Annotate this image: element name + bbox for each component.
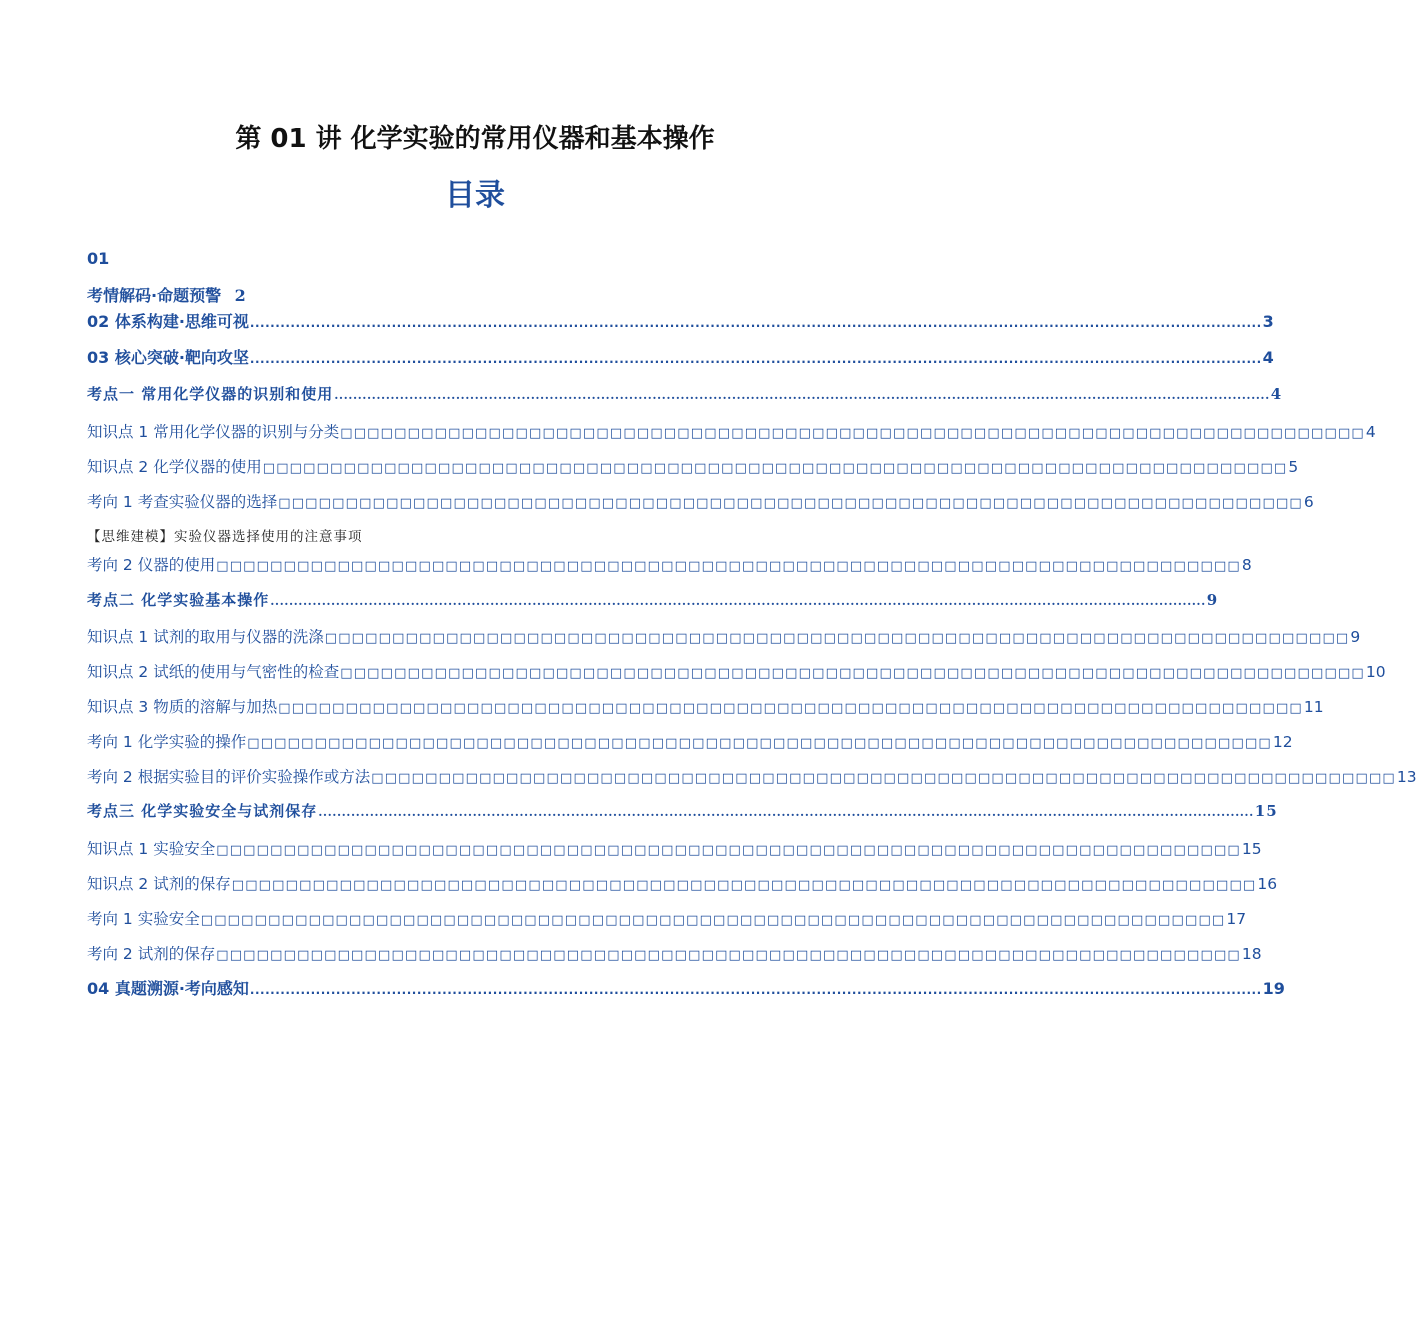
toc-leader: □□□□□□□□□□□□□□□□□□□□□□□□□□□□□□□□□□□□□□□□□□□□□□□□□□□□□□□□□□□□□□□□□□□□□□□□□□□□ <box>324 631 1350 646</box>
toc-section-number[interactable]: 01 <box>87 249 110 268</box>
toc-entry-page: 15 <box>1241 840 1262 858</box>
toc-entry-label: 知识点 2 试纸的使用与气密性的检查 <box>87 663 340 681</box>
toc-entry-label: 考向 1 化学实验的操作 <box>87 733 247 751</box>
toc-entry-page: 13 <box>1396 768 1417 786</box>
toc-entry-label: 考情解码·命题预警 <box>87 286 222 305</box>
toc-entry-page: 4 <box>1262 348 1274 367</box>
toc-entry-page: 3 <box>1262 312 1274 331</box>
toc-leader: ........................................................................................................................................................................................................ <box>249 352 1262 366</box>
toc-entry-label: 考点三 化学实验安全与试剂保存 <box>87 802 318 820</box>
toc-entry-label: 考向 2 仪器的使用 <box>87 556 216 574</box>
toc-entry-page: 10 <box>1365 663 1386 681</box>
toc-entry-label: 考向 2 试剂的保存 <box>87 945 216 963</box>
toc-entry-page: 16 <box>1257 875 1278 893</box>
toc-entry[interactable] <box>87 837 1262 859</box>
toc-entry-label: 考向 1 实验安全 <box>87 910 200 928</box>
toc-entry[interactable] <box>87 589 1219 610</box>
toc-leader: ........................................................................................................................................................................................................ <box>270 594 1206 608</box>
toc-entry[interactable] <box>87 553 1252 575</box>
document-title: 第 01 讲 化学实验的常用仪器和基本操作 <box>235 124 715 154</box>
toc-entry[interactable] <box>87 455 1299 477</box>
toc-entry[interactable] <box>87 765 1417 787</box>
toc-leader: ........................................................................................................................................................................................................ <box>318 805 1254 819</box>
toc-entry-page: 6 <box>1303 493 1314 511</box>
toc-entry-page: 17 <box>1226 910 1247 928</box>
toc-section-01[interactable] <box>87 283 246 306</box>
toc-heading: 目录 <box>445 178 505 213</box>
toc-entry-page: 15 <box>1254 802 1278 820</box>
toc-entry[interactable] <box>87 976 1285 999</box>
toc-entry-page: 9 <box>1206 591 1219 609</box>
toc-entry-page: 4 <box>1365 423 1376 441</box>
toc-entry-page: 8 <box>1241 556 1252 574</box>
toc-entry-page: 18 <box>1241 945 1262 963</box>
toc-entry[interactable] <box>87 907 1247 929</box>
toc-entry-label: 02 体系构建·思维可视 <box>87 312 249 331</box>
toc-entry-label: 知识点 2 试剂的保存 <box>87 875 231 893</box>
toc-leader: □□□□□□□□□□□□□□□□□□□□□□□□□□□□□□□□□□□□□□□□□□□□□□□□□□□□□□□□□□□□□□□□□□□□□□□□□□□□ <box>371 771 1396 786</box>
toc-leader: □□□□□□□□□□□□□□□□□□□□□□□□□□□□□□□□□□□□□□□□□□□□□□□□□□□□□□□□□□□□□□□□□□□□□□□□□□□□ <box>278 701 1303 716</box>
toc-entry[interactable] <box>87 490 1314 512</box>
toc-entry-label: 知识点 1 试剂的取用与仪器的洗涤 <box>87 628 324 646</box>
toc-entry[interactable] <box>87 800 1278 821</box>
toc-leader: □□□□□□□□□□□□□□□□□□□□□□□□□□□□□□□□□□□□□□□□□□□□□□□□□□□□□□□□□□□□□□□□□□□□□□□□□□□□ <box>216 559 1241 574</box>
toc-leader: □□□□□□□□□□□□□□□□□□□□□□□□□□□□□□□□□□□□□□□□□□□□□□□□□□□□□□□□□□□□□□□□□□□□□□□□□□□□ <box>247 736 1272 751</box>
toc-leader: ........................................................................................................................................................................................................ <box>334 388 1270 402</box>
toc-leader: □□□□□□□□□□□□□□□□□□□□□□□□□□□□□□□□□□□□□□□□□□□□□□□□□□□□□□□□□□□□□□□□□□□□□□□□□□□□ <box>216 843 1241 858</box>
toc-entry-label: 知识点 1 常用化学仪器的识别与分类 <box>87 423 340 441</box>
toc-entry[interactable] <box>87 383 1283 404</box>
toc-entry-label: 04 真题溯源·考向感知 <box>87 979 249 998</box>
toc-entry[interactable] <box>87 309 1274 332</box>
toc-entry-page: 12 <box>1272 733 1293 751</box>
toc-entry[interactable] <box>87 695 1324 717</box>
toc-leader: ........................................................................................................................................................................................................ <box>249 983 1262 997</box>
toc-entry-page: 5 <box>1288 458 1299 476</box>
toc-entry[interactable] <box>87 420 1376 442</box>
toc-entry[interactable] <box>87 625 1361 647</box>
toc-entry[interactable] <box>87 345 1274 368</box>
toc-entry-label: 知识点 2 化学仪器的使用 <box>87 458 262 476</box>
toc-leader: □□□□□□□□□□□□□□□□□□□□□□□□□□□□□□□□□□□□□□□□□□□□□□□□□□□□□□□□□□□□□□□□□□□□□□□□□□□□ <box>231 878 1257 893</box>
toc-leader: □□□□□□□□□□□□□□□□□□□□□□□□□□□□□□□□□□□□□□□□□□□□□□□□□□□□□□□□□□□□□□□□□□□□□□□□□□□□ <box>200 913 1226 928</box>
toc-entry-label: 考点一 常用化学仪器的识别和使用 <box>87 385 334 403</box>
toc-entry[interactable] <box>87 660 1386 682</box>
toc-leader: □□□□□□□□□□□□□□□□□□□□□□□□□□□□□□□□□□□□□□□□□□□□□□□□□□□□□□□□□□□□□□□□□□□□□□□□□□□□ <box>340 666 1365 681</box>
toc-note-thinking-model[interactable]: 【思维建模】实验仪器选择使用的注意事项 <box>87 529 363 545</box>
toc-entry-page: 9 <box>1350 628 1361 646</box>
toc-leader: □□□□□□□□□□□□□□□□□□□□□□□□□□□□□□□□□□□□□□□□□□□□□□□□□□□□□□□□□□□□□□□□□□□□□□□□□□□□ <box>262 461 1288 476</box>
toc-entry-label: 考点二 化学实验基本操作 <box>87 591 270 609</box>
toc-entry-page: 4 <box>1270 385 1283 403</box>
toc-entry-label: 知识点 3 物质的溶解与加热 <box>87 698 278 716</box>
toc-entry-label: 知识点 1 实验安全 <box>87 840 216 858</box>
toc-entry-label: 03 核心突破·靶向攻坚 <box>87 348 249 367</box>
toc-entry-label: 考向 2 根据实验目的评价实验操作或方法 <box>87 768 371 786</box>
toc-entry-page: 2 <box>234 286 246 305</box>
toc-entry-page: 19 <box>1262 979 1285 998</box>
toc-entry[interactable] <box>87 730 1293 752</box>
toc-entry[interactable] <box>87 872 1278 894</box>
toc-leader: □□□□□□□□□□□□□□□□□□□□□□□□□□□□□□□□□□□□□□□□□□□□□□□□□□□□□□□□□□□□□□□□□□□□□□□□□□□□ <box>340 426 1365 441</box>
toc-entry-page: 11 <box>1303 698 1324 716</box>
toc-entry[interactable] <box>87 942 1262 964</box>
toc-entry-label: 考向 1 考查实验仪器的选择 <box>87 493 278 511</box>
toc-leader: □□□□□□□□□□□□□□□□□□□□□□□□□□□□□□□□□□□□□□□□□□□□□□□□□□□□□□□□□□□□□□□□□□□□□□□□□□□□ <box>278 496 1303 511</box>
toc-leader: □□□□□□□□□□□□□□□□□□□□□□□□□□□□□□□□□□□□□□□□□□□□□□□□□□□□□□□□□□□□□□□□□□□□□□□□□□□□ <box>216 948 1241 963</box>
toc-leader: ........................................................................................................................................................................................................ <box>249 316 1262 330</box>
